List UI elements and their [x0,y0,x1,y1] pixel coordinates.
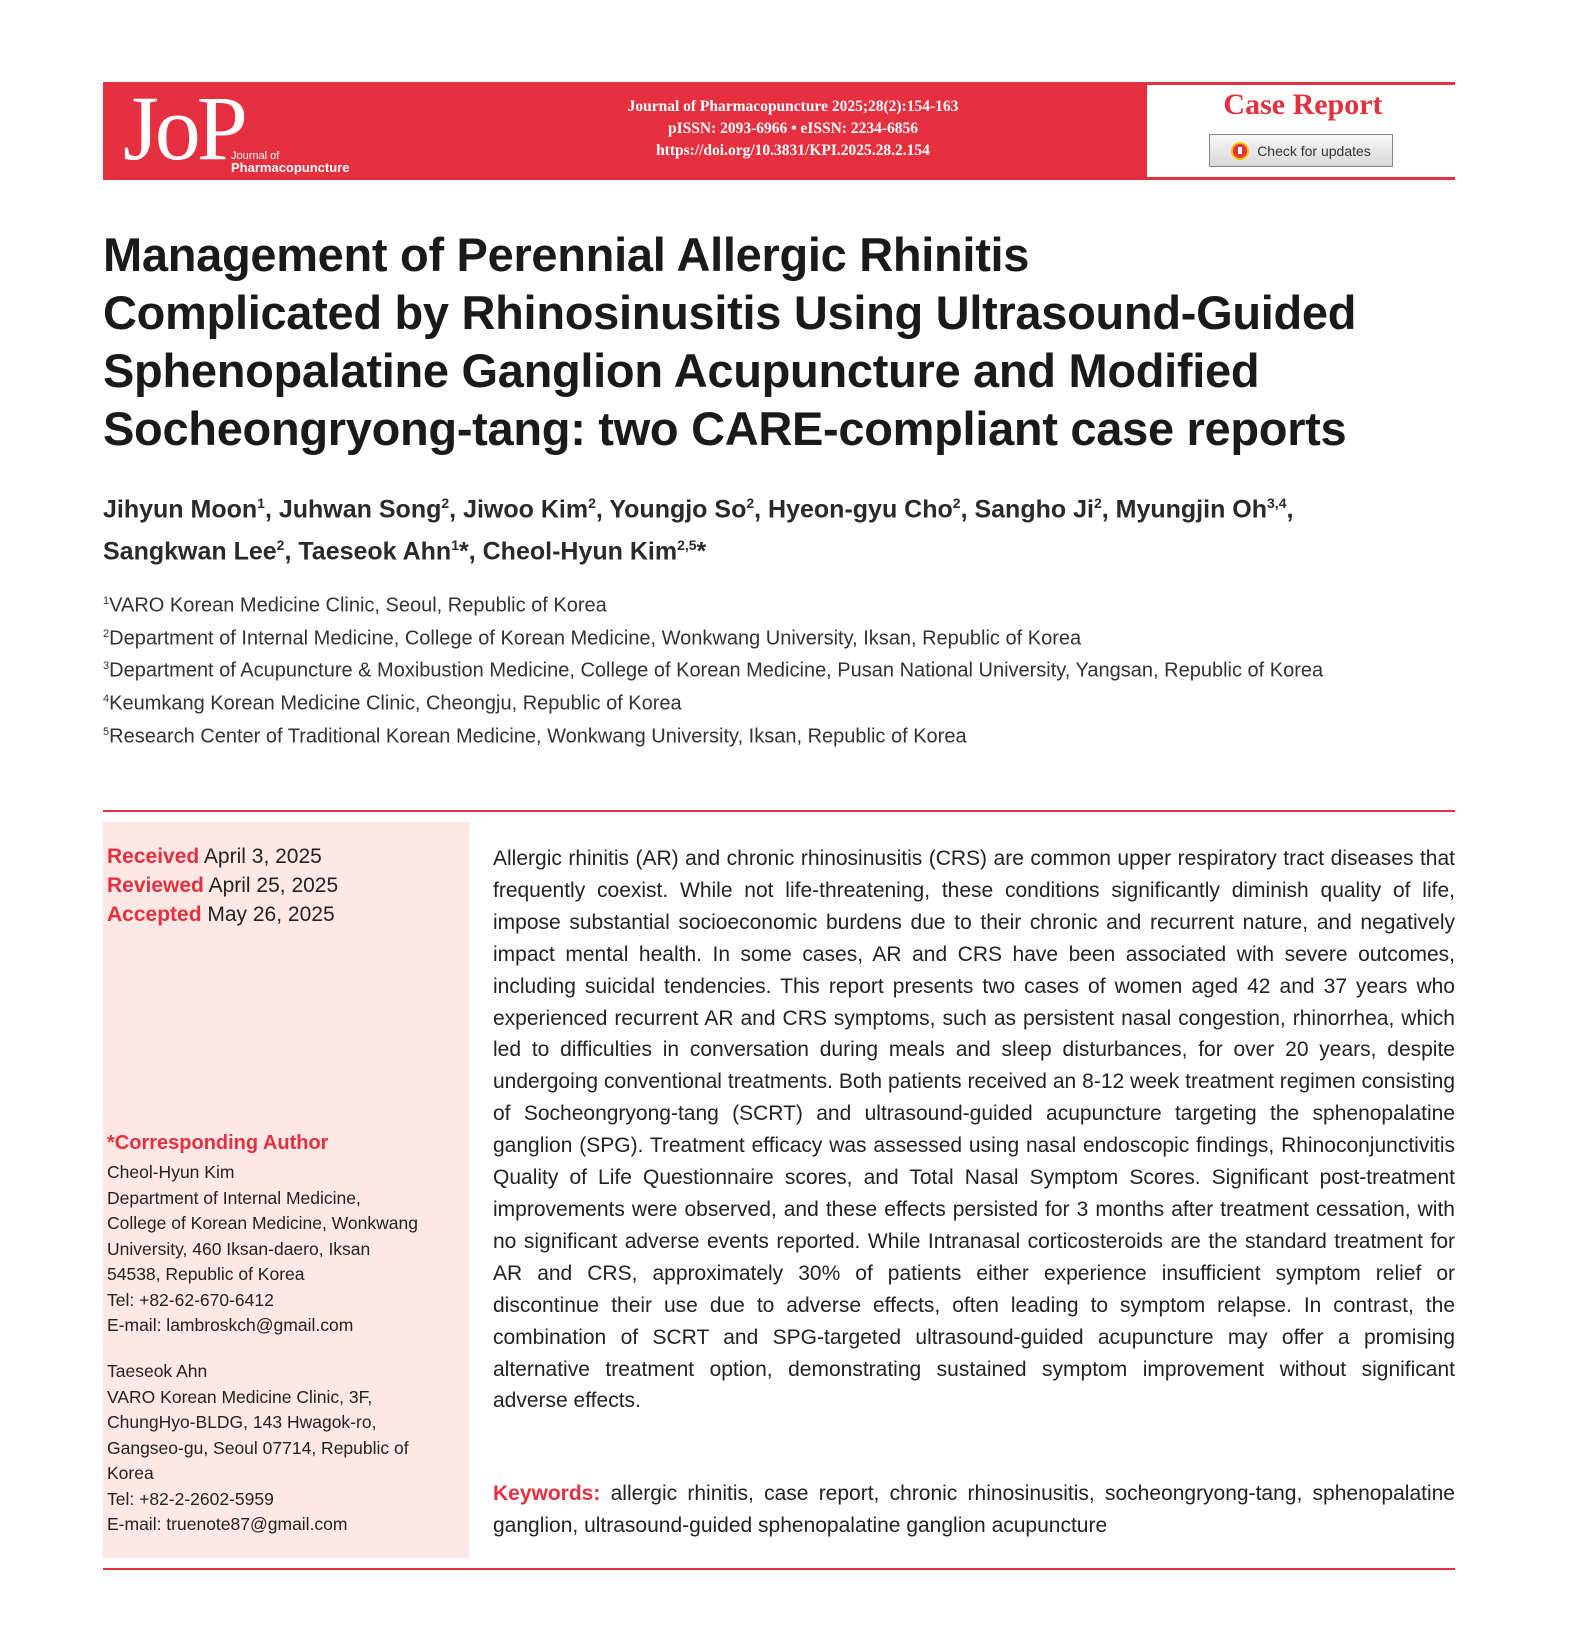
corresponding-author-2 [107,1359,462,1538]
received-date [107,842,338,871]
corr-line: VARO Korean Medicine Clinic, 3F, [107,1386,373,1407]
logo-subtitle [231,150,349,174]
received-label: Received [107,845,200,868]
author-separator: , [1101,495,1116,524]
author-name: Jiwoo Kim [463,495,589,524]
corr-line: University, 460 Iksan-daero, Iksan [107,1238,371,1259]
corr-line: ChungHyo-BLDG, 143 Hwagok-ro, [107,1412,377,1432]
logo-sub-line2: Pharmacopuncture [231,160,350,175]
journal-volume: Journal of Pharmacopuncture 2025;28(2):154-163 [627,98,959,115]
journal-logo [123,77,350,179]
author-affiliation: 2 [588,495,596,511]
affiliation-text: VARO Korean Medicine Clinic, Seoul, Republic of Korea [109,594,607,617]
affiliation-text: Research Center of Traditional Korean Medicine, Wonkwang University, Iksan, Republic of Korea [109,725,967,748]
corr-line: Taeseok Ahn [107,1361,208,1381]
reviewed-label: Reviewed [107,874,204,897]
affiliation-item [103,620,1443,653]
author-name: Taeseok Ahn [298,537,452,566]
article-type: Case Report [1223,88,1383,121]
check-updates-button[interactable] [1209,134,1393,167]
corresponding-author-heading: *Corresponding Author [107,1132,329,1154]
author-affiliation: 2 [952,495,961,511]
author-list [103,485,1463,570]
journal-header [103,77,1455,180]
author-line-1 [103,485,1463,527]
corr-line: Cheol-Hyun Kim [107,1162,235,1182]
affiliation-item [103,652,1443,685]
author-affiliation: 1 [257,495,265,511]
author-affiliation: 3,4 [1267,495,1287,511]
affiliation-number: 2 [103,627,110,640]
affiliation-item [103,718,1443,751]
title-line: Socheongryong-tang: two CARE-compliant case reports [103,402,1347,455]
author-separator: , [449,495,464,524]
title-line: Management of Perennial Allergic Rhinitis [103,228,1030,281]
received-value: April 3, 2025 [203,845,322,868]
corr-line: Tel: +82-2-2602-5959 [107,1488,274,1509]
reviewed-value: April 25, 2025 [208,874,339,897]
keywords [493,1478,1455,1542]
keywords-label: Keywords: [493,1482,601,1505]
author-line-2 [103,527,1463,569]
affiliation-number: 5 [103,725,110,738]
logo-mark: JoP [123,77,244,179]
author-separator: , [284,537,299,566]
author-affiliation: 2,5 [677,537,697,554]
author-affiliation: 2 [441,495,450,511]
affiliation-item [103,685,1443,718]
abstract-text: Allergic rhinitis (AR) and chronic rhinosinusitis (CRS) are common upper respiratory tract diseases that frequently coexist. While not life-threatening, these conditions significantly diminish quality of life, impose substantial socioeconomic burdens due to their chronic and recurrent nature, and negatively impact mental health. In some cases, AR and CRS have been associated with severe outcomes, including suicidal tendencies. This report presents two cases of women aged 42 and 37 years who experienced recurrent AR and CRS symptoms, such as persistent nasal congestion, rhinorrhea, which led to difficulties in conversation during meals and sleep disturbances, for over 20 years, despite undergoing conventional treatments. Both patients received an 8-12 week treatment regimen consisting of Socheongryong-tang (SCRT) and ultrasound-guided acupuncture targeting the sphenopalatine ganglion (SPG). Treatment efficacy was assessed using nasal endoscopic findings, Rhinoconjunctivitis Quality of Life Questionnaire scores, and Total Nasal Symptom Scores. Significant post-treatment improvements were observed, and these effects persisted for 3 months after treatment cessation, with no significant adverse events reported. While Intranasal corticosteroids are the standard treatment for AR and CRS, approximately 30% of patients either experience insufficient symptom relief or discontinue their use due to adverse effects, often leading to symptom relapse. In contrast, the combination of SCRT and SPG-targeted ultrasound-guided acupuncture may offer a promising alternative treatment option, demonstrating sustained symptom improvement without significant adverse effects. [493,847,1455,1413]
corr-line: 54538, Republic of Korea [107,1264,305,1284]
affiliation-text: Department of Acupuncture & Moxibustion Medicine, College of Korean Medicine, Pusan National University, Yangsan, Republic of Korea [109,659,1324,682]
corr-line: Department of Internal Medicine, [107,1187,361,1208]
article-title [103,226,1463,458]
crossmark-icon [1231,142,1249,160]
author-separator: * [696,537,707,566]
author-separator: *, [459,537,483,566]
author-affiliation: 2 [746,495,755,511]
article-dates [107,842,338,929]
corr-line: Tel: +82-62-670-6412 [107,1289,274,1310]
author-affiliation: 1 [451,537,459,554]
corr-line: College of Korean Medicine, Wonkwang [107,1213,418,1233]
section-divider-bottom [103,1568,1455,1570]
author-affiliation: 2 [1093,495,1102,511]
author-separator: , [264,495,279,524]
author-name: Sangkwan Lee [103,537,277,566]
author-separator: , [754,495,769,524]
affiliation-item [103,587,1443,620]
accepted-value: May 26, 2025 [207,903,335,926]
section-divider-top [103,810,1455,812]
journal-issn: pISSN: 2093-6966 • eISSN: 2234-6856 [667,120,918,137]
author-name: Jihyun Moon [103,495,258,524]
check-updates-label: Check for updates [1257,142,1371,159]
article-info-sidebar [103,822,469,1558]
title-line: Sphenopalatine Ganglion Acupuncture and Modified [103,344,1260,397]
accepted-date [107,900,338,929]
corr-line: Gangseo-gu, Seoul 07714, Republic of [107,1437,409,1458]
journal-doi[interactable]: https://doi.org/10.3831/KPI.2025.28.2.154 [656,142,930,159]
author-separator: , [960,495,975,524]
accepted-label: Accepted [107,903,202,926]
affiliation-text: Department of Internal Medicine, College of Korean Medicine, Wonkwang University, Iksan, Republic of Korea [109,627,1082,650]
author-name: Myungjin Oh [1115,495,1268,524]
logo-sub-line1: Journal of [231,150,280,162]
author-separator: , [1286,495,1294,524]
header-divider-top [1147,82,1455,85]
corr-email[interactable]: E-mail: lambroskch@gmail.com [107,1315,354,1335]
corresponding-author-1 [107,1160,462,1339]
affiliation-text: Keumkang Korean Medicine Clinic, Cheongju, Republic of Korea [109,692,682,715]
author-name: Cheol-Hyun Kim [482,537,678,566]
corr-line: Korea [107,1463,154,1483]
keywords-text: allergic rhinitis, case report, chronic rhinosinusitis, socheongryong-tang, sphenopalatine ganglion, ultrasound-guided sphenopalatine ganglion acupuncture [493,1482,1455,1537]
author-affiliation: 2 [276,537,285,554]
author-name: Sangho Ji [974,495,1094,524]
author-name: Youngjo So [609,495,747,524]
author-name: Hyeon-gyu Cho [768,495,953,524]
reviewed-date [107,871,338,900]
author-name: Juhwan Song [278,495,442,524]
affiliation-number: 4 [103,692,110,705]
corr-email[interactable]: E-mail: truenote87@gmail.com [107,1514,348,1534]
title-line: Complicated by Rhinosinusitis Using Ultrasound-Guided [103,286,1357,339]
affiliation-number: 1 [103,595,110,607]
author-separator: , [595,495,610,524]
journal-citation [523,96,1063,162]
affiliation-list [103,587,1443,750]
affiliation-number: 3 [103,660,110,673]
header-divider-bottom [1147,177,1455,180]
